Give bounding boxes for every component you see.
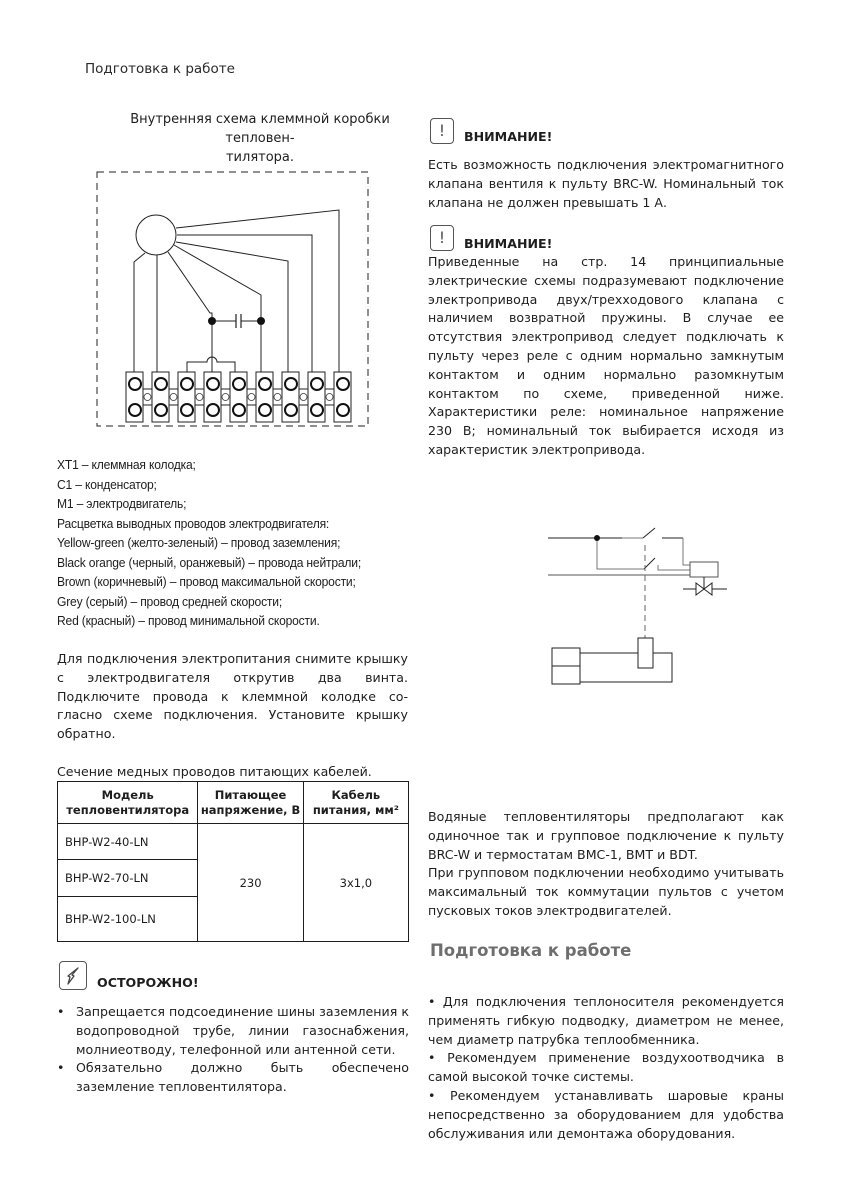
capacitor-c1 [208,314,265,328]
header-model: Модель тепловентилятора [58,782,198,824]
group-connection-text [428,808,784,921]
terminal [126,372,143,422]
header-cable: Кабель питания, мм² [303,782,408,824]
diagram-legend [57,455,401,631]
terminal-hole [196,394,203,401]
preparation-item: • Рекомендуем устанавливать шаровые краны непосредственно за оборудованием для удобства обслуживания или демонтажа оборудования. [428,1087,784,1141]
exclamation-icon: ! [430,118,454,144]
jumper-wire [187,357,235,372]
attention-paragraph-1: Есть возможность подключения электромагнитного клапана вентиля к пульту BRC-W. Номинальный ток клапана не должен превышать 1 А. [428,157,784,210]
figure-caption-line: Внутренняя схема клеммной коробки тепловен- [130,112,390,146]
attention-header-1 [430,118,552,144]
motor-m1 [136,215,176,255]
valve-actuator [690,562,718,577]
figure-caption-line: тилятора. [225,150,295,165]
terminal [334,372,351,422]
legend-line: Brown (коричневый) – провод максимальной скорости; [57,574,356,589]
preparation-item: • Для подключения теплоносителя рекомендуется применять гибкую подводку, диаметром не менее, чем диаметр патрубка теплообменника. [428,994,784,1047]
cell-model: BHP-W2-40-LN [58,824,198,860]
terminal-hole [300,394,307,401]
terminal-hole [274,394,281,401]
caution-title: ОСТОРОЖНО! [97,975,199,990]
terminal [204,372,221,422]
connection-paragraph: Для подключения электропитания снимите крышку с электродвигателя открутив два винта. Подключите провода к клеммной колодке со-гласно схеме подключения. Установите крышку обратно. [57,651,408,742]
terminal-hole [222,394,229,401]
legend-line: Black orange (черный, оранжевый) – провода нейтрали; [57,554,362,570]
terminal-hole [248,394,255,401]
group-paragraph: При групповом подключении необходимо учитывать максимальный ток коммутации пультов с учетом пусковых токов электродвигателей. [428,865,784,918]
figure-caption [110,110,410,167]
terminal-hole [170,394,177,401]
relay-diagram [540,520,750,690]
cell-cable: 3x1,0 [303,824,408,942]
table-header-row [58,782,409,824]
no-contact [644,558,655,569]
caution-item: • Запрещается подсоединение шины заземления к водопроводной трубе, линии газоснабжения, молниеотводу, телефонной или антенной сети. [57,1003,409,1059]
cell-voltage: 230 [198,824,303,942]
nc-contact [643,528,655,538]
attention-title: ВНИМАНИЕ! [464,129,553,144]
terminal-block-xt1 [126,372,351,422]
terminal [308,372,325,422]
legend-line: Yellow-green (желто-зеленый) – провод заземления; [57,535,341,550]
group-paragraph: Водяные тепловентиляторы предполагают как одиночное так и групповое подключение к пульту BRC-W и термостатам BMC-1, BMT и BDT. [428,809,784,862]
running-header: Подготовка к работе [85,61,235,77]
legend-line: Расцветка выводных проводов электродвигателя: [57,515,330,531]
legend-line: XT1 – клеммная колодка; [57,457,196,472]
cell-model: BHP-W2-70-LN [58,860,198,897]
bullet: • [57,1060,65,1076]
cable-spec-table [57,781,409,942]
caution-header [59,961,199,990]
header-voltage: Питающее напряжение, В [198,782,303,824]
bullet: • [57,1004,65,1019]
table-caption: Сечение медных проводов питающих кабелей. [57,764,372,779]
terminal [152,372,169,422]
table-row [58,824,409,860]
preparation-list [428,993,784,1143]
cell-model: BHP-W2-100-LN [58,897,198,942]
preparation-item: • Рекомендуем применение воздухоотводчика в самой высокой точке системы. [428,1050,784,1085]
terminal-hole [326,394,333,401]
legend-line: C1 – конденсатор; [57,476,157,492]
lightning-icon [59,961,87,990]
attention-title: ВНИМАНИЕ! [464,236,553,251]
attention-paragraph-2: Приведенные на стр. 14 принципиальные электрические схемы подразумевают подключение электропривода двух/трехходового клапана с наличием возвратной пружины. В случае ее отсутствия электропривод следует подключать к пульту через реле с одним нормально замкнутым контактом и одним нормально разомкнутым контактом по схеме, приведенной ниже. Характеристики реле: номинальное напряжение 230 В; номинальный ток выбирается исходя из характеристик электропривода. [428,254,784,457]
section-title: Подготовка к работе [430,941,632,960]
caution-item: • Обязательно должно быть обеспечено заземление тепловентилятора. [57,1059,409,1097]
relay-coil [638,638,653,668]
terminal [230,372,247,422]
terminal [282,372,299,422]
terminal [178,372,195,422]
terminal [256,372,273,422]
exclamation-icon: ! [430,225,454,251]
legend-line: Grey (серый) – провод средней скорости; [57,593,283,609]
legend-line: Red (красный) – провод минимальной скорости. [57,613,320,628]
legend-line: M1 – электродвигатель; [57,496,187,511]
terminal-box-diagram [90,165,380,445]
terminal-hole [144,394,151,401]
attention-header-2 [430,225,552,251]
caution-list [57,1003,409,1097]
